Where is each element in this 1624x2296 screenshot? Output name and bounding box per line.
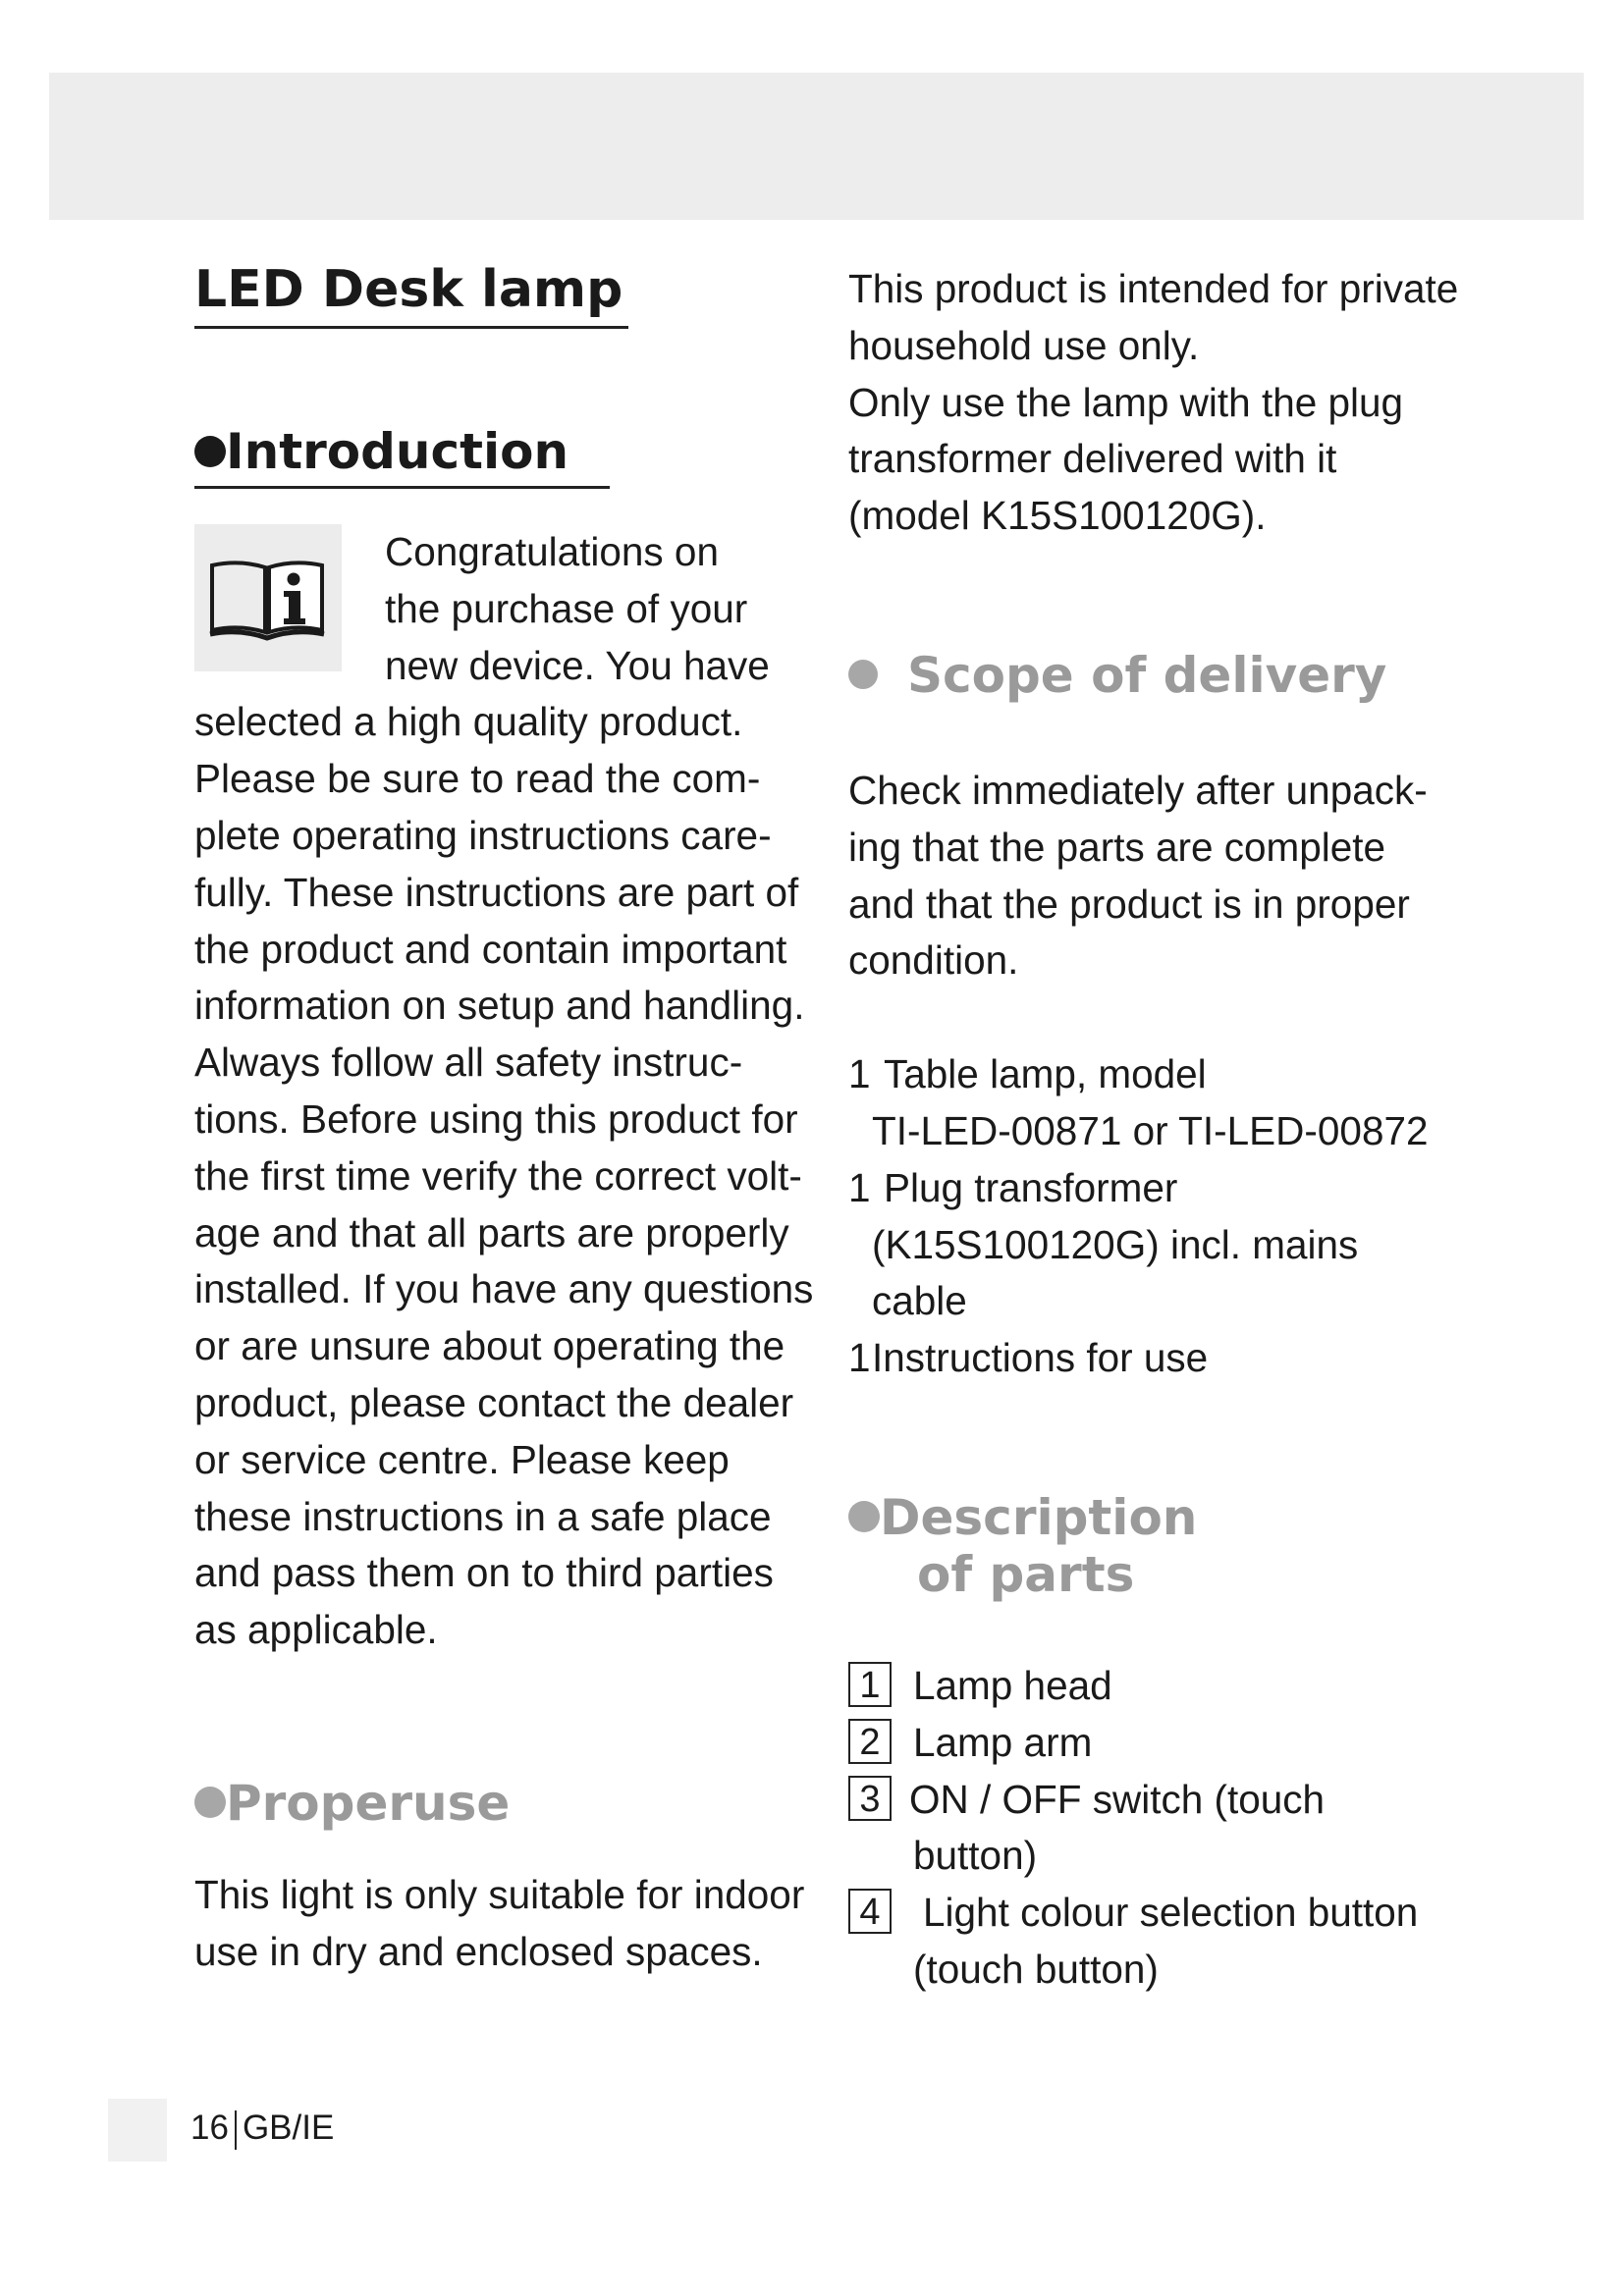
part-item: [848, 1772, 1457, 1886]
intro-line: the product and contain important: [194, 926, 787, 972]
bullet-icon: [194, 436, 226, 467]
footer-text: [190, 2107, 334, 2150]
delivery-line: cable: [872, 1278, 967, 1324]
proper-use-heading: Properuse: [194, 1775, 793, 1832]
left-column: [194, 253, 814, 1981]
delivery-line: (K15S100120G) incl. mains: [872, 1221, 1359, 1267]
intro-line: product, please contact the dealer: [194, 1379, 794, 1425]
intro-line: installed. If you have any questions: [194, 1266, 814, 1312]
proper-use-line: household use only.: [848, 322, 1200, 368]
part-number-box: 4: [848, 1889, 892, 1934]
proper-use-line: transformer delivered with it: [848, 436, 1337, 482]
part-line: Lamp head: [913, 1662, 1112, 1708]
bullet-icon: [848, 660, 878, 689]
part-line: (touch button): [913, 1946, 1159, 1992]
intro-line: age and that all parts are properly: [194, 1209, 789, 1255]
part-item: [848, 1885, 1457, 1999]
intro-line: the purchase of your: [385, 585, 748, 631]
delivery-line: Plug transformer: [884, 1164, 1178, 1210]
delivery-line: Table lamp, model: [884, 1051, 1207, 1097]
header-band: [49, 73, 1584, 220]
bullet-icon: [848, 1501, 880, 1532]
delivery-qty: 1: [848, 1051, 871, 1097]
intro-line: Congratulations on: [385, 529, 719, 574]
part-number-box: 2: [848, 1719, 892, 1764]
scope-line: ing that the parts are complete: [848, 824, 1386, 870]
scope-line: condition.: [848, 937, 1019, 984]
intro-line: these instructions in a safe place: [194, 1493, 772, 1539]
delivery-qty: 1: [848, 1164, 871, 1210]
intro-line: and pass them on to third parties: [194, 1550, 774, 1596]
footer-tab: [108, 2099, 167, 2162]
delivery-item: [848, 1046, 1457, 1160]
part-number-box: 1: [848, 1662, 892, 1707]
intro-line: information on setup and handling.: [194, 983, 805, 1029]
info-icon-box: [194, 524, 342, 671]
document-title: LED Desk lamp: [194, 253, 628, 329]
part-item: [848, 1658, 1457, 1715]
proper-use-line: use in dry and enclosed spaces.: [194, 1928, 763, 1974]
intro-line: selected a high quality product.: [194, 699, 743, 745]
part-line: Lamp arm: [913, 1719, 1093, 1765]
part-number-box: 3: [848, 1776, 892, 1821]
intro-line: new device. You have: [385, 642, 770, 688]
page-number: 16: [190, 2109, 229, 2147]
delivery-qty: 1: [848, 1335, 871, 1381]
intro-line: or are unsure about operating the: [194, 1323, 785, 1369]
delivery-item: [848, 1330, 1457, 1387]
proper-use-line: (model K15S100120G).: [848, 493, 1267, 539]
scope-of-delivery-heading: Scope of delivery: [848, 647, 1457, 704]
intro-line: plete operating instructions care-: [194, 812, 772, 858]
scope-line: and that the product is in proper: [848, 881, 1410, 927]
delivery-line: TI-LED-00871 or TI-LED-00872: [872, 1107, 1429, 1153]
delivery-line: Instructions for use: [872, 1335, 1209, 1381]
intro-line: as applicable.: [194, 1607, 438, 1653]
description-of-parts-heading: Description: [848, 1489, 1457, 1546]
bullet-icon: [194, 1787, 226, 1818]
intro-line: tions. Before using this product for: [194, 1095, 798, 1142]
proper-use-line: This light is only suitable for indoor: [194, 1871, 805, 1917]
introduction-body: [194, 524, 814, 1659]
introduction-heading: Introduction: [194, 423, 610, 489]
scope-line: Check immediately after unpack-: [848, 767, 1428, 813]
part-line: button): [913, 1833, 1038, 1879]
part-line: Light colour selection button: [923, 1890, 1419, 1936]
delivery-item: [848, 1160, 1457, 1330]
intro-line: or service centre. Please keep: [194, 1436, 730, 1482]
description-of-parts-heading-line2: of parts: [917, 1545, 1135, 1603]
info-book-icon: [208, 552, 326, 642]
intro-line: Always follow all safety instruc-: [194, 1040, 743, 1086]
right-column: [848, 261, 1457, 1999]
intro-line: fully. These instructions are part of: [194, 869, 799, 915]
intro-line: the first time verify the correct volt-: [194, 1152, 802, 1199]
locale-label: GB/IE: [242, 2109, 335, 2147]
footer-divider: [235, 2110, 237, 2150]
part-item: [848, 1715, 1457, 1772]
proper-use-line: Only use the lamp with the plug: [848, 379, 1404, 425]
part-line: ON / OFF switch (touch: [909, 1776, 1326, 1822]
proper-use-line: This product is intended for private: [848, 266, 1459, 311]
intro-line: Please be sure to read the com-: [194, 756, 761, 802]
